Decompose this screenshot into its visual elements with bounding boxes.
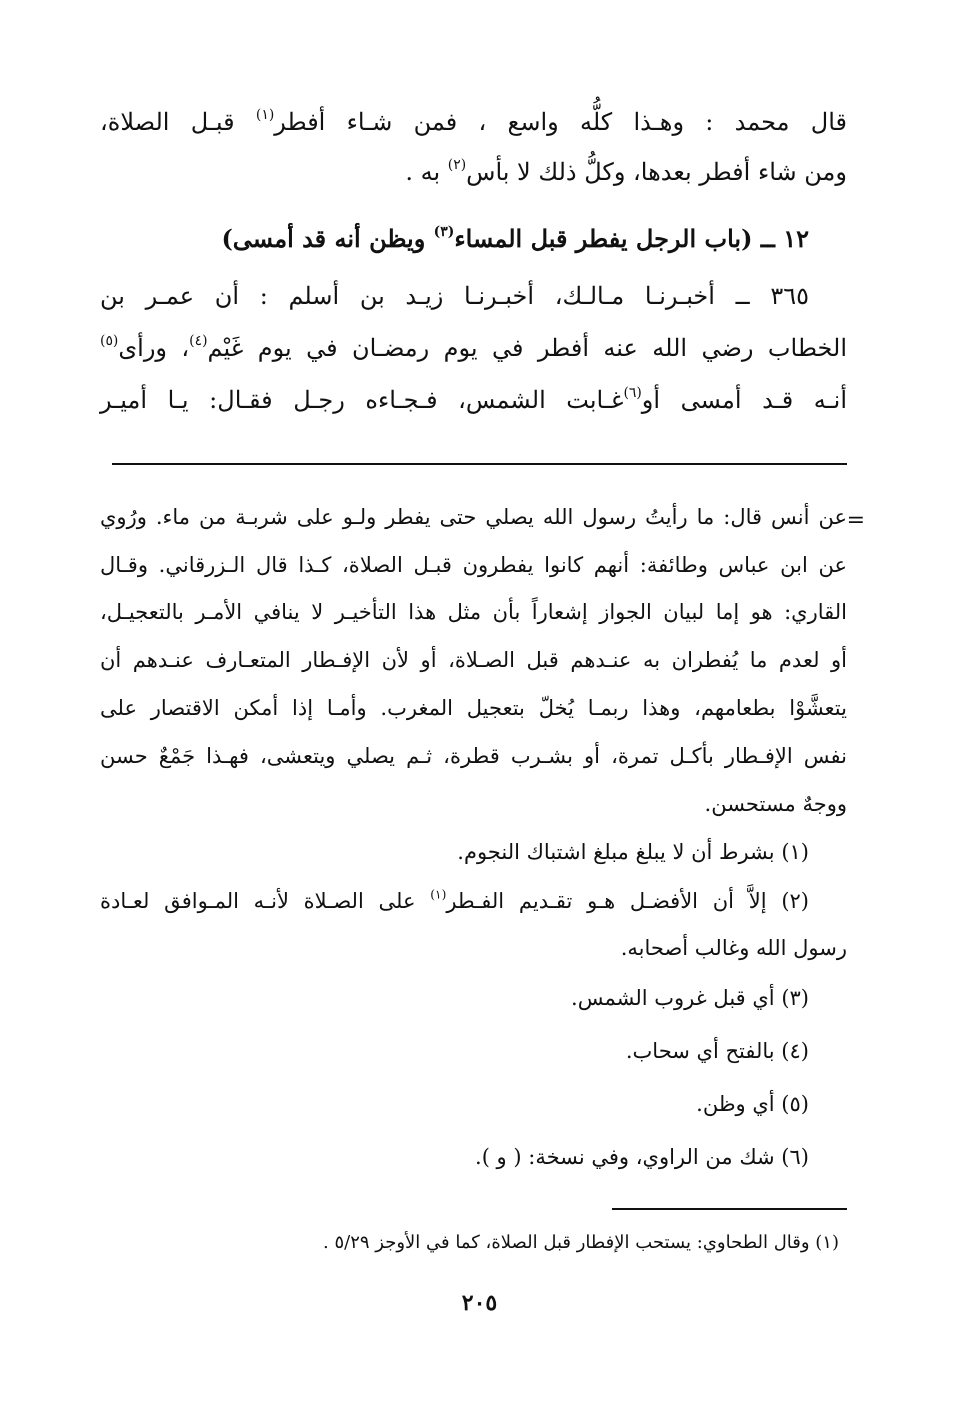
footnote-ref: (١) <box>255 106 275 123</box>
page-number: ٢٠٥ <box>461 1290 498 1316</box>
footnote-6: (٦) شك من الراوي، وفي نسخة: ( و ). <box>475 1145 809 1169</box>
footnote-cont-line: عن ابن عباس وطائفة: أنهم كانوا يفطرون قبـل الصلاة، كـذا قال الـزرقاني. وقـال <box>100 553 847 577</box>
footnote-5: (٥) أي وظن. <box>696 1092 809 1116</box>
footnote-ref: (٣) <box>433 223 455 240</box>
subfootnote-separator <box>612 1208 847 1210</box>
hadith-line-1: ٣٦٥ ــ أخبـرنـا مـالـك، أخبـرنـا زيـد بن أسلم : أن عمـر بن <box>100 282 809 310</box>
footnote-ref: (٢) <box>447 156 467 173</box>
footnote-cont-line: القاري: هو إما لبيان الجواز إشعاراً بأن مثل هذا التأخيـر لا ينافي الأمـر بالتعجيـل، <box>100 600 847 624</box>
continuation-marker: = <box>846 508 865 533</box>
hadith-line-2: الخطاب رضي الله عنه أفطر في يوم رمضـان في يوم غَيْم$^{(٤)}$، ورأى$^{(٥)}$ <box>100 332 847 362</box>
footnote-1: (١) بشرط أن لا يبلغ مبلغ اشتباك النجوم. <box>457 840 809 864</box>
footnote-2-cont: رسول الله وغالب أصحابه. <box>620 936 847 960</box>
main-line-2: ومن شاء أفطر بعدها، وكلُّ ذلك لا بأس$^{(٢)}$ به . <box>405 156 847 186</box>
footnote-4: (٤) بالفتح أي سحاب. <box>625 1039 809 1063</box>
footnote-2: (٢) إلاَّ أن الأفضـل هـو تقـديم الفـطر$^{(١)}$ على الصـلاة لأنـه المـوافق لعـادة <box>100 887 809 913</box>
footnote-cont-line: يتعشَّوْا بطعامهم، وهذا ربمـا يُخلّ بتعجيل المغرب. وأمـا إذا أمكن الاقتصار على <box>100 696 847 720</box>
main-line-1: قال محمد : وهـذا كلُّه واسع ، فمن شـاء أفطر$^{(١)}$ قبـل الصلاة، <box>100 106 847 136</box>
footnote-cont-line: نفس الإفـطار بأكـل تمرة، أو بشـرب قطرة، ثـم يصلي ويتعشى، فهـذا جَمْعٌ حسن <box>100 744 847 768</box>
chapter-heading: ١٢ ــ (باب الرجل يفطر قبل المساء$^{(٣)}$ ويظن أنه قد أمسى) <box>221 223 809 253</box>
hadith-line-3: أنـه قـد أمسى أو$^{(٦)}$غـابت الشمس، فـجـاءه رجـل فقـال: يـا أميـر <box>100 384 847 414</box>
footnote-separator <box>112 463 847 465</box>
footnote-cont-line: عن أنس قال: ما رأيتُ رسول الله يصلي حتى يفطر ولـو على شربـة من ماء. ورُوي <box>100 505 847 529</box>
footnote-cont-line: أو لعدم ما يُفطران به عنـدهم قبل الصـلاة، أو لأن الإفـطار المتعـارف عنـدهم أن <box>100 648 847 672</box>
footnote-ref: (١) <box>430 887 447 902</box>
subfootnote: (١) وقال الطحاوي: يستحب الإفطار قبل الصلاة، كما في الأوجز ٥/٢٩ . <box>323 1232 839 1253</box>
footnote-cont-line: ووجهٌ مستحسن. <box>704 792 847 816</box>
footnote-ref: (٤) <box>189 332 208 349</box>
footnote-ref: (٦) <box>623 384 642 401</box>
footnote-3: (٣) أي قبل غروب الشمس. <box>571 986 809 1010</box>
footnote-ref: (٥) <box>100 332 119 349</box>
